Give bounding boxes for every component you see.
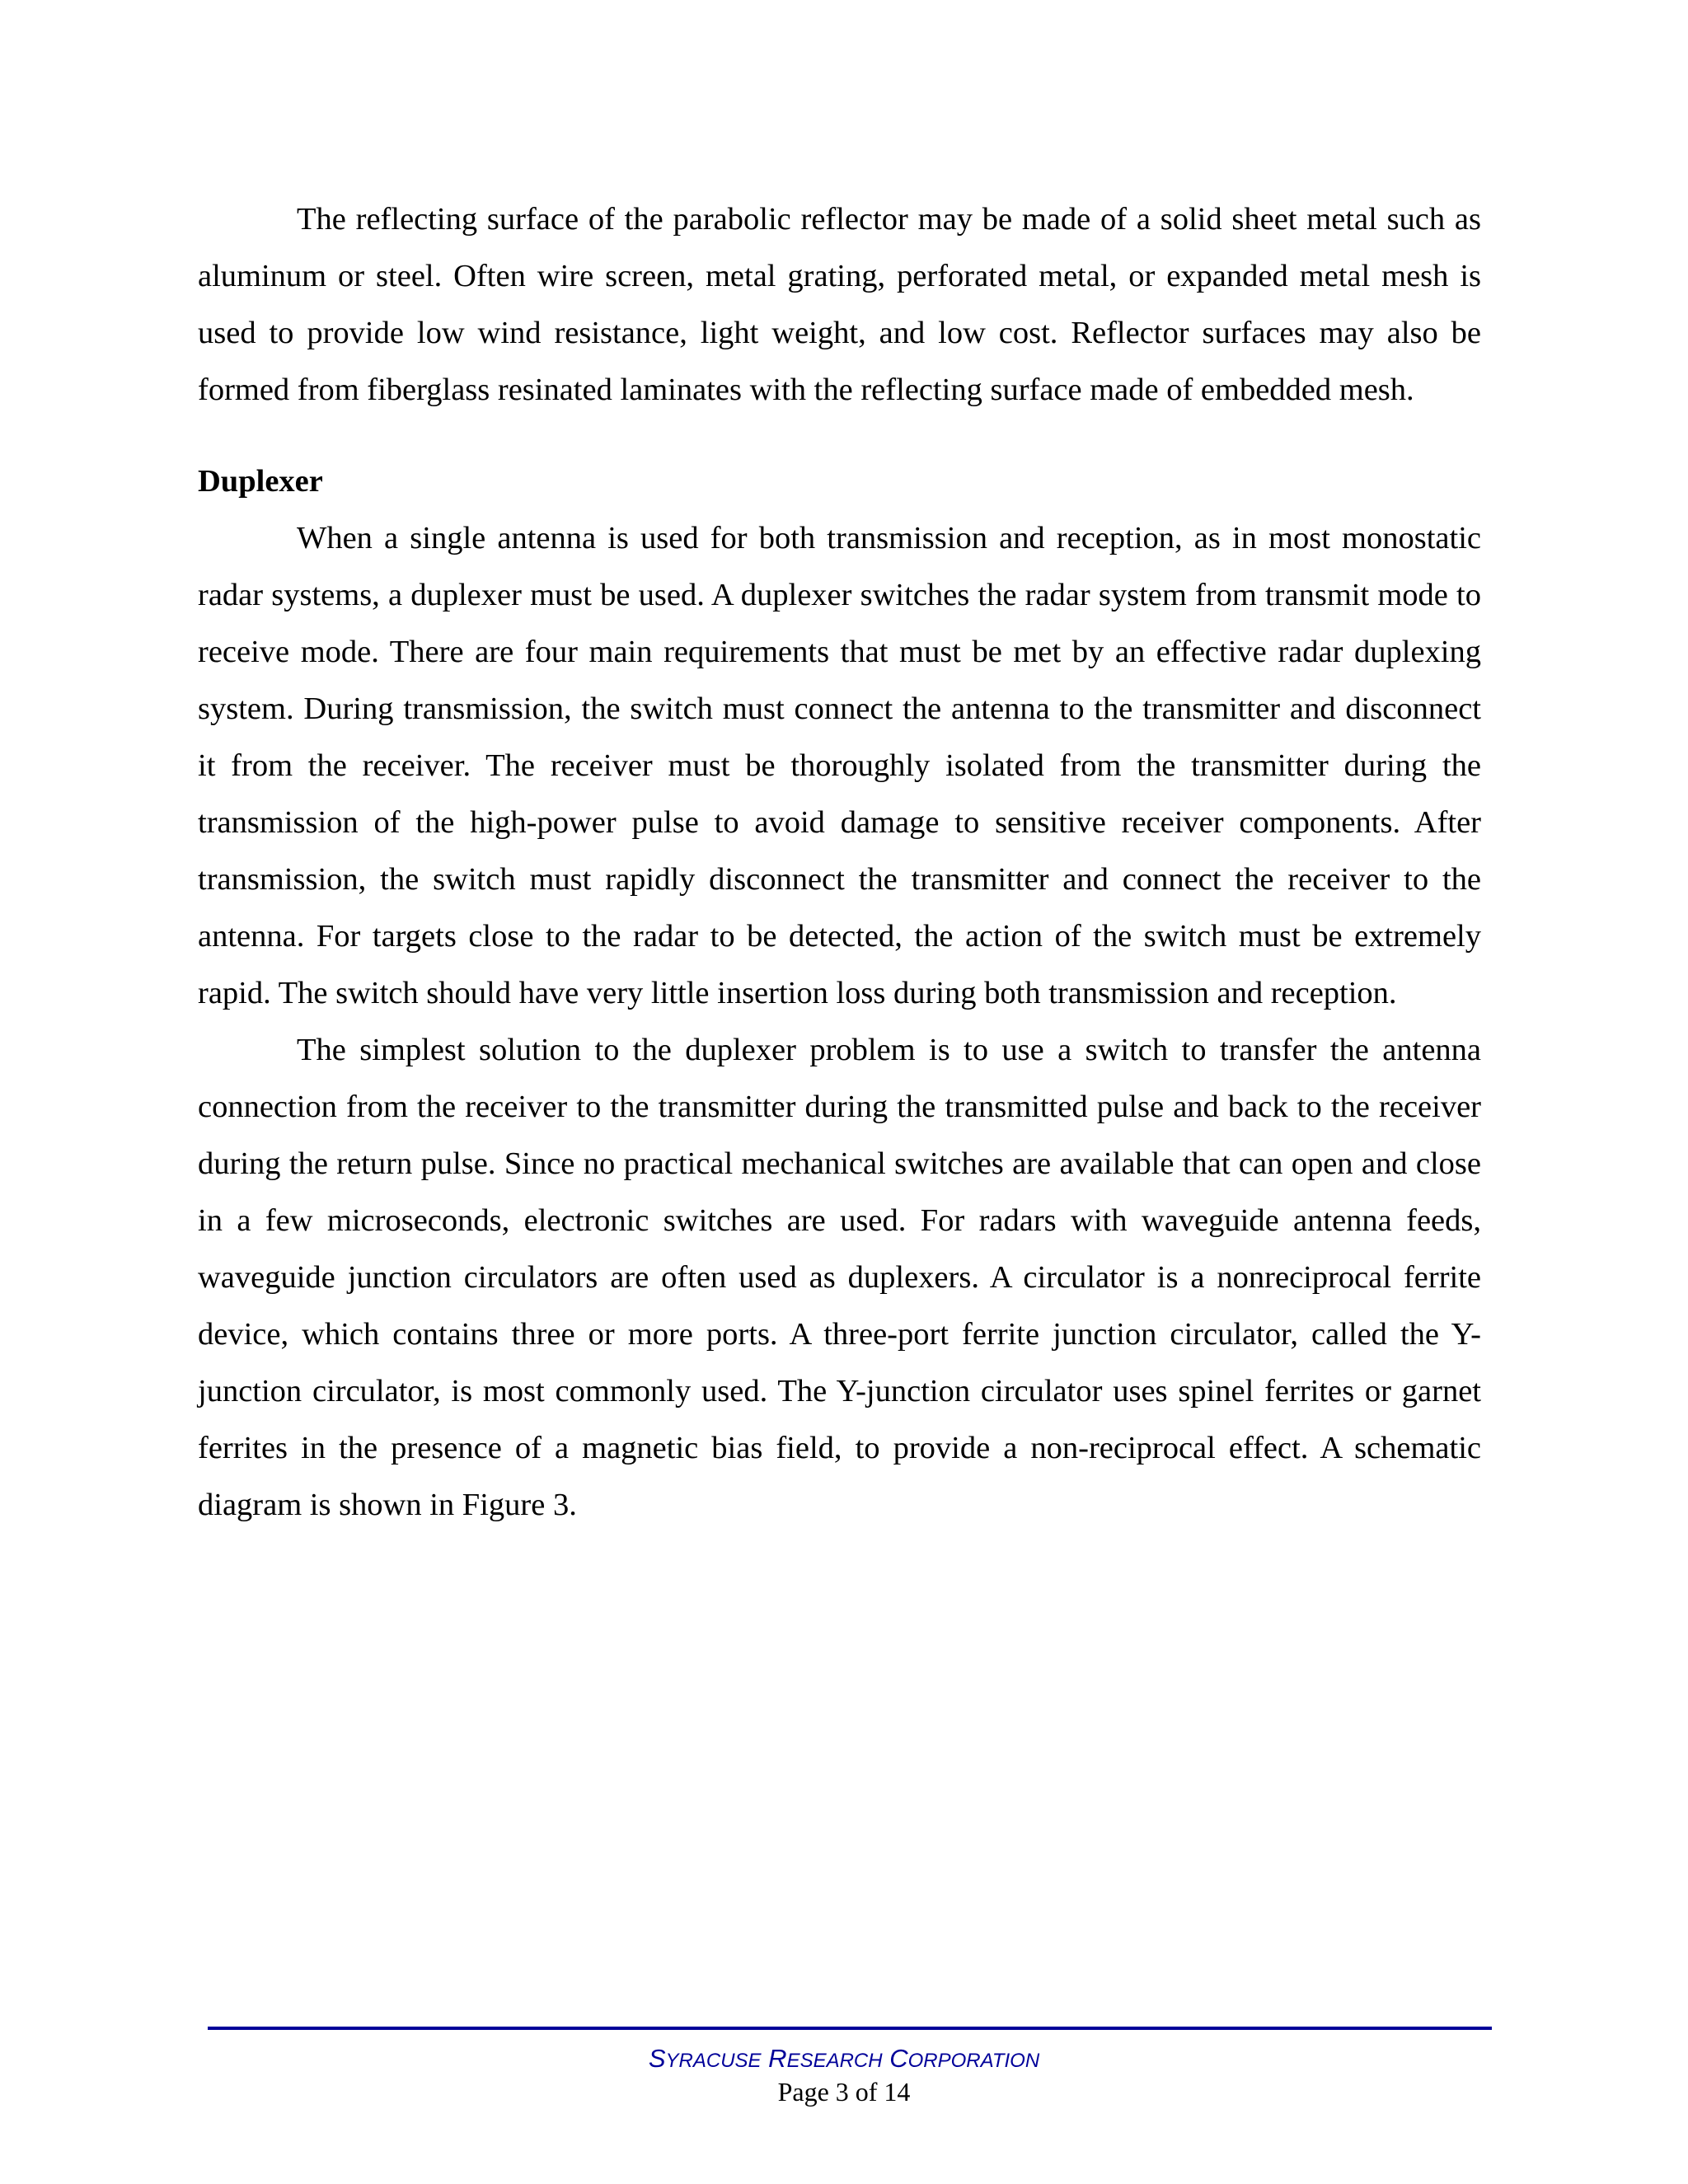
paragraph-reflector-surface: The reflecting surface of the parabolic reflector may be made of a solid sheet metal such as aluminum or steel. Often wire screen, metal grating, perforated metal, or expanded metal mesh is used to provide low wind resistance, light weight, and low cost. Reflector surfaces may also be formed from fiberglass resinated laminates with the reflecting surface made of embedded mesh. [198,202,1481,407]
footer-organization [0,2042,1688,2078]
paragraph-duplexer-solution: The simplest solution to the duplexer problem is to use a switch to transfer the antenna connection from the receiver to the transmitter during the transmitted pulse and back to the receiver during the return pulse. Since no practical mechanical switches are available that can open and close in a few microseconds, electronic switches are used. For radars with waveguide antenna feeds, waveguide junction circulators are often used as duplexers. A circulator is a nonreciprocal ferrite device, which contains three or more ports. A three-port ferrite junction circulator, called the Y-junction circulator, is most commonly used. The Y-junction circulator uses spinel ferrites or garnet ferrites in the presence of a magnetic bias field, to provide a non-reciprocal effect. A schematic diagram is shown in Figure 3. [198,1033,1481,1522]
footer-divider [208,2027,1492,2030]
section-heading-duplexer: Duplexer [198,464,323,499]
org-word-yracuse: YRACUSE [665,2050,762,2072]
org-word-orporation: ORPORATION [907,2050,1040,2072]
paragraph-duplexer-requirements: When a single antenna is used for both transmission and reception, as in most monostatic radar systems, a duplexer must be used. A duplexer switches the radar system from transmit mode to receive mode. There are four main requirements that must be met by an effective radar duplexing system. During transmission, the switch must connect the antenna to the transmitter and disconnect it from the receiver. The receiver must be thoroughly isolated from the transmitter during the transmission of the high-power pulse to avoid damage to sensitive receiver components. After transmission, the switch must rapidly disconnect the transmitter and connect the receiver to the antenna. For targets close to the radar to be detected, the action of the switch must be extremely rapid. The switch should have very little insertion loss during both transmission and reception. [198,521,1481,1010]
page-number: Page 3 of 14 [777,2077,911,2107]
org-word-esearch: ESEARCH [786,2050,883,2072]
org-initial-c: C [889,2044,908,2073]
org-initial-s: S [648,2044,666,2073]
org-initial-r: R [768,2044,787,2073]
document-body [198,191,1481,1534]
